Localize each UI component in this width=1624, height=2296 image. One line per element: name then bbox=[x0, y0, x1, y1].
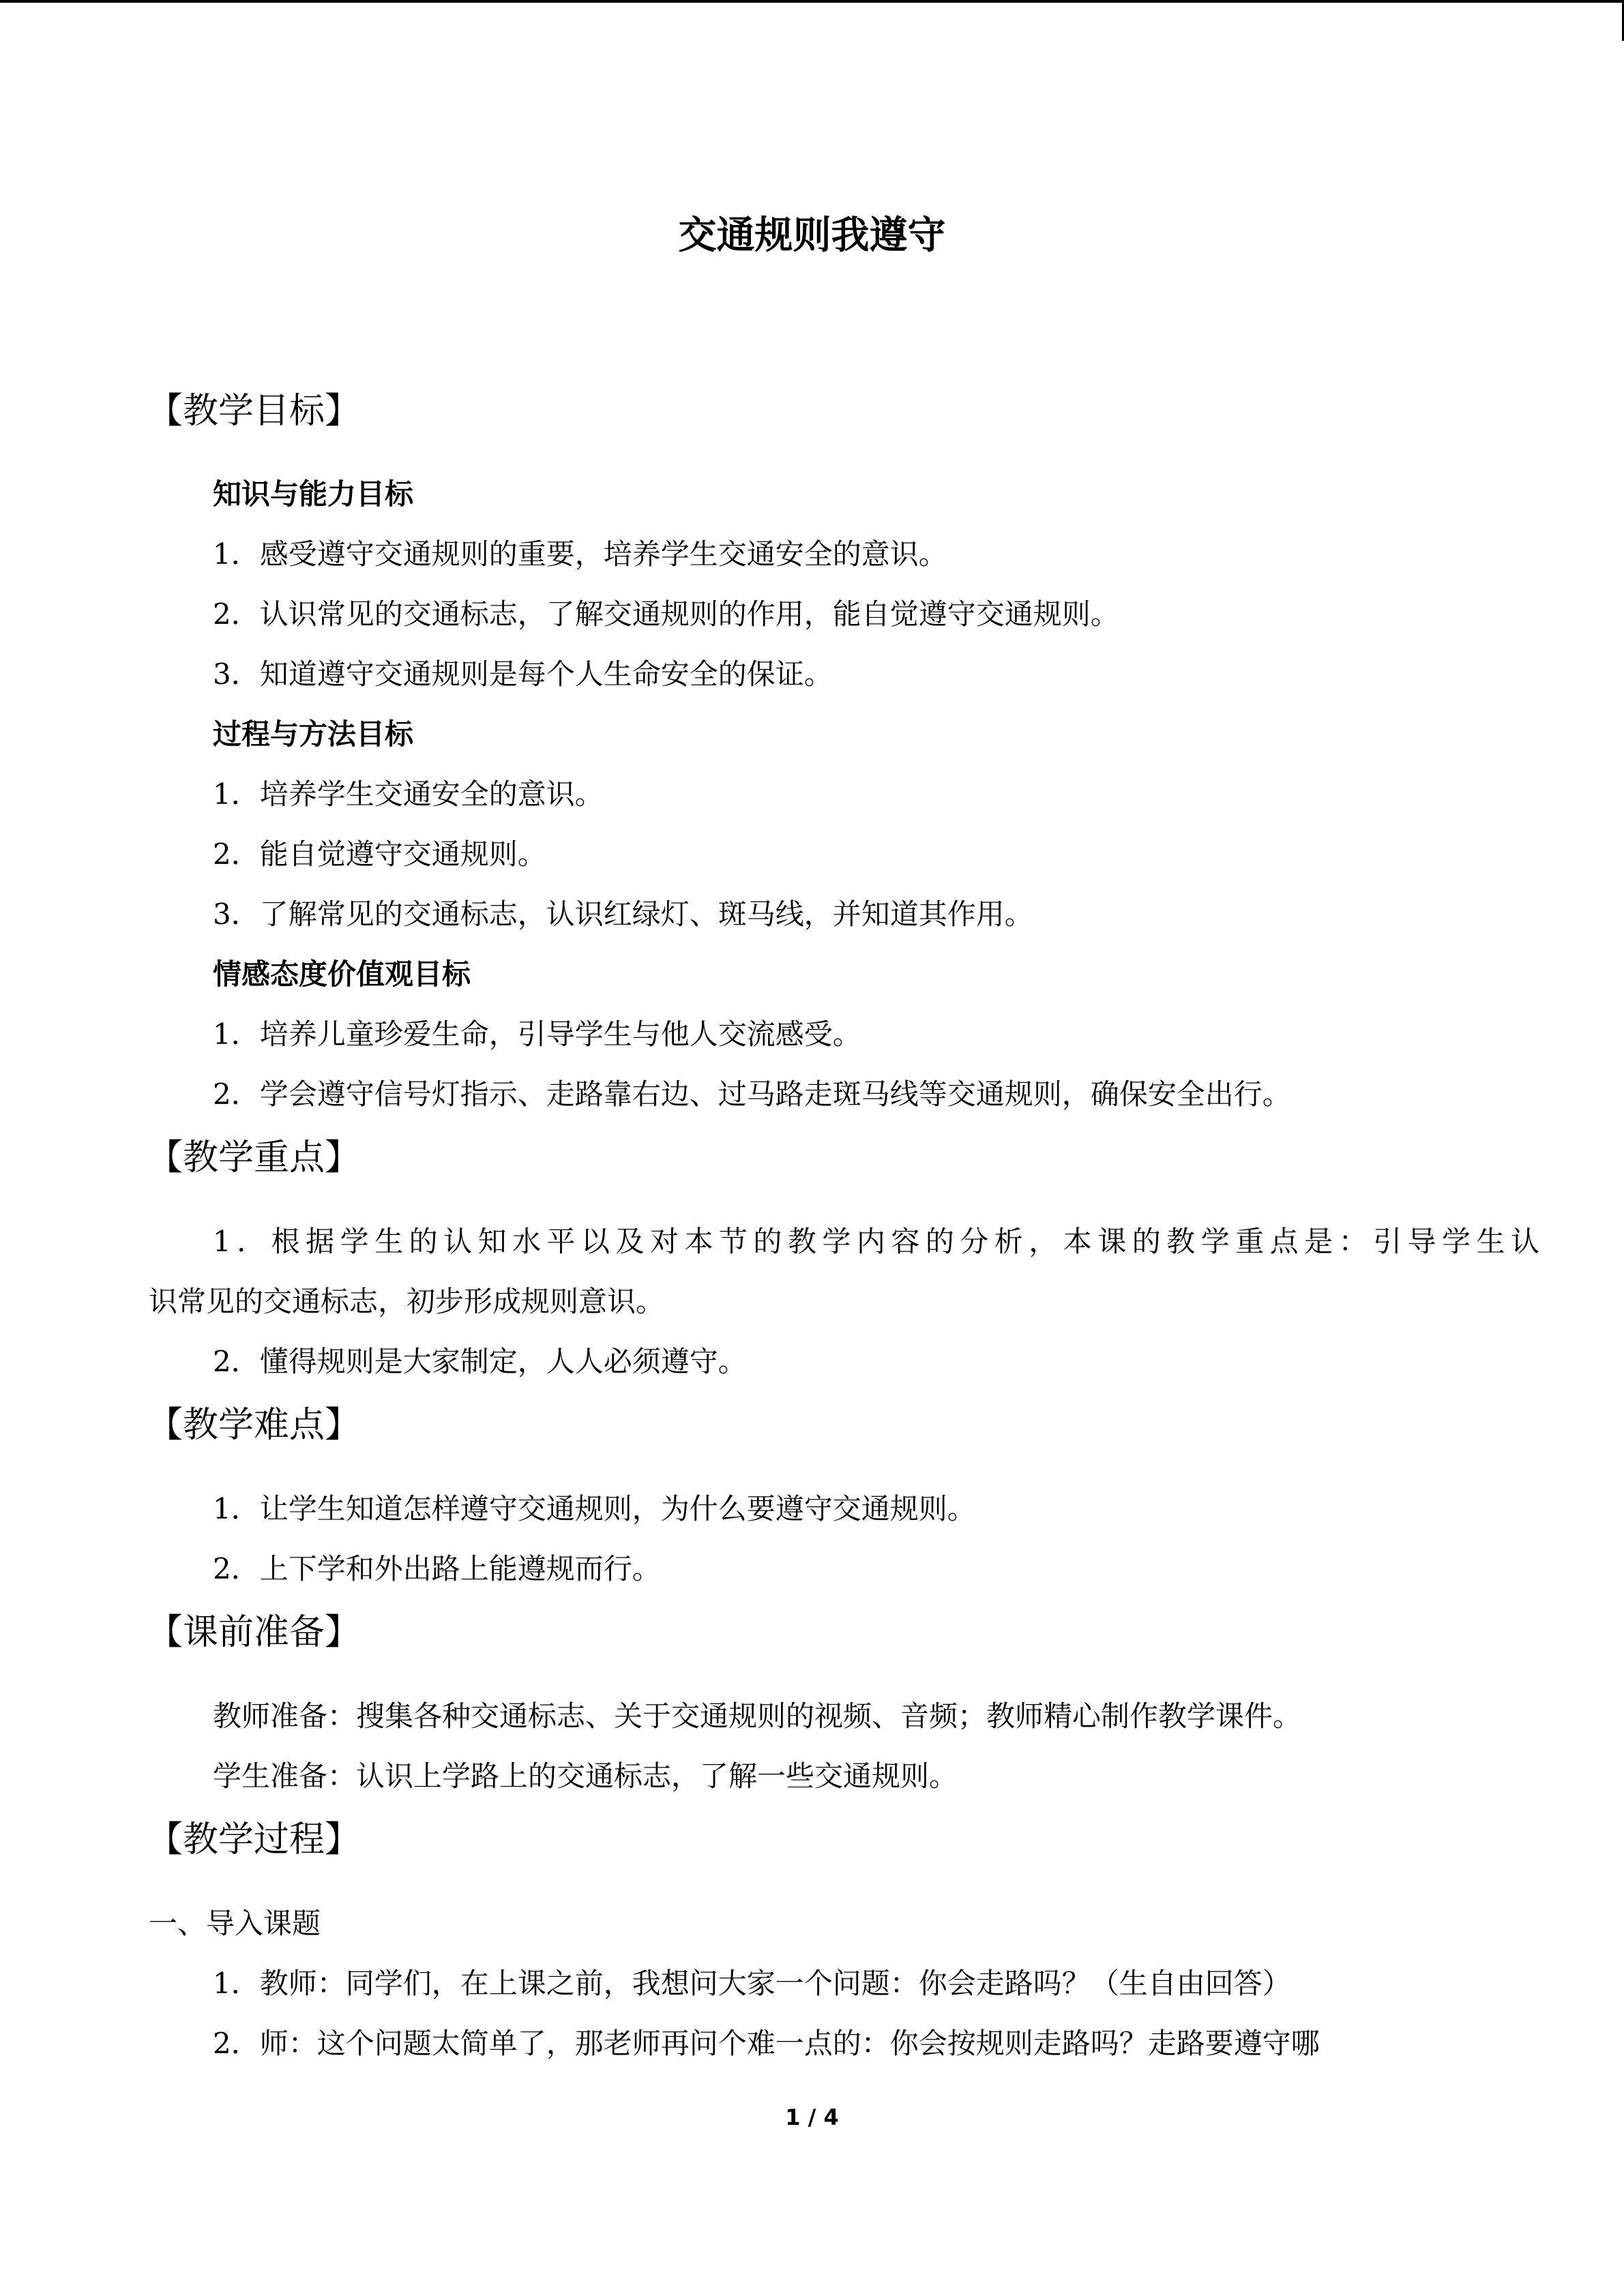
preparation-item: 教师准备：搜集各种交通标志、关于交通规则的视频、音频；教师精心制作教学课件。 bbox=[213, 1699, 1302, 1733]
subheading-knowledge: 知识与能力目标 bbox=[213, 477, 414, 511]
objective-item: 3．知道遵守交通规则是每个人生命安全的保证。 bbox=[213, 657, 833, 691]
objective-item: 3．了解常见的交通标志，认识红绿灯、斑马线，并知道其作用。 bbox=[213, 897, 1033, 931]
objective-item: 2．学会遵守信号灯指示、走路靠右边、过马路走斑马线等交通规则，确保安全出行。 bbox=[213, 1077, 1291, 1111]
page-number: 1 / 4 bbox=[785, 2104, 839, 2130]
key-point-item: 1．根据学生的认知水平以及对本节的教学内容的分析，本课的教学重点是：引导学生认 bbox=[213, 1225, 1539, 1258]
key-point-item: 2．懂得规则是大家制定，人人必须遵守。 bbox=[213, 1345, 747, 1378]
subheading-emotion: 情感态度价值观目标 bbox=[213, 957, 471, 991]
objective-item: 2．能自觉遵守交通规则。 bbox=[213, 837, 546, 871]
difficulty-item: 1．让学生知道怎样遵守交通规则，为什么要遵守交通规则。 bbox=[213, 1492, 976, 1525]
section-heading-difficulties: 【教学难点】 bbox=[147, 1405, 361, 1446]
objective-item: 1．培养学生交通安全的意识。 bbox=[213, 777, 604, 811]
section-heading-process: 【教学过程】 bbox=[147, 1819, 361, 1860]
document-title: 交通规则我遵守 bbox=[678, 213, 946, 258]
section-heading-objectives: 【教学目标】 bbox=[147, 391, 361, 432]
process-part-heading: 一、导入课题 bbox=[149, 1907, 321, 1940]
difficulty-item: 2．上下学和外出路上能遵规而行。 bbox=[213, 1552, 661, 1585]
page-top-border bbox=[0, 0, 1624, 3]
process-item: 2．师：这个问题太简单了，那老师再问个难一点的：你会按规则走路吗？走路要遵守哪 bbox=[213, 2027, 1320, 2060]
section-heading-preparation: 【课前准备】 bbox=[147, 1612, 361, 1653]
subheading-process: 过程与方法目标 bbox=[213, 717, 414, 751]
objective-item: 1．培养儿童珍爱生命，引导学生与他人交流感受。 bbox=[213, 1017, 861, 1051]
objective-item: 1．感受遵守交通规则的重要，培养学生交通安全的意识。 bbox=[213, 537, 947, 571]
section-heading-key-points: 【教学重点】 bbox=[147, 1137, 361, 1178]
preparation-item: 学生准备：认识上学路上的交通标志，了解一些交通规则。 bbox=[213, 1759, 958, 1793]
objective-item: 2．认识常见的交通标志，了解交通规则的作用，能自觉遵守交通规则。 bbox=[213, 597, 1119, 631]
key-point-item-continued: 识常见的交通标志，初步形成规则意识。 bbox=[149, 1285, 665, 1318]
process-item: 1．教师：同学们，在上课之前，我想问大家一个问题：你会走路吗？（生自由回答） bbox=[213, 1967, 1291, 2000]
